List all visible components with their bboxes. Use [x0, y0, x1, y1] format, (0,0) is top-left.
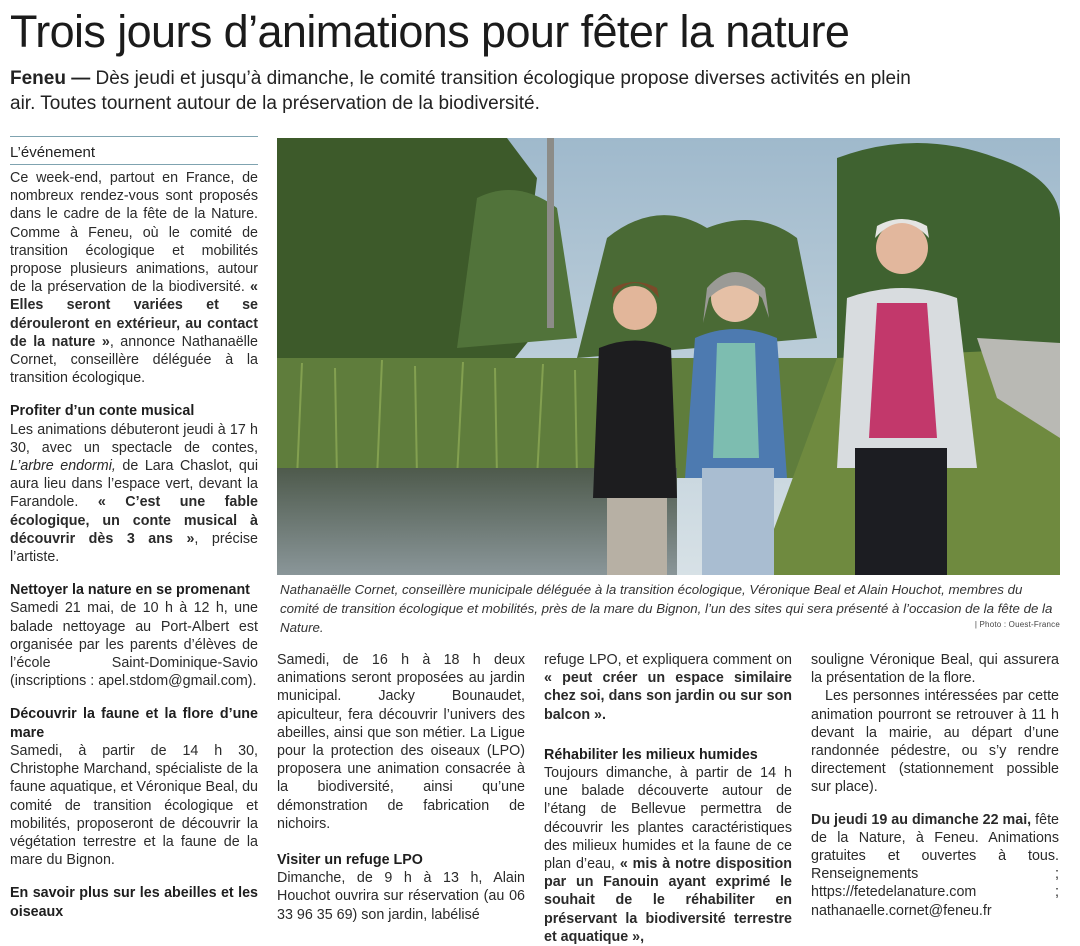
column-3 — [544, 651, 792, 946]
work-title: L’arbre endormi, — [10, 458, 116, 475]
paragraph — [10, 421, 258, 567]
text: Toujours dimanche, à partir de 14 h une balade découverte autour de l’étang de Bellevue permettra de découvrir les plantes caractéristiques des milieux humides et la faune de ce plan d’eau, — [544, 765, 792, 873]
text: de Lara Chaslot, qui aura lieu dans l’espace vert, devant la Farandole. — [10, 458, 259, 511]
headline: Trois jours d’animations pour fêter la nature — [10, 6, 850, 57]
quote: « mis à notre disposition par un Fanouin ayant exprimé le souhait de le réhabiliter en préservant la biodiversité terrestre et aquatique », — [544, 856, 792, 945]
subheading: Nettoyer la nature en se promenant — [10, 582, 250, 599]
photo-illustration — [277, 138, 1060, 575]
subheading: Profiter d’un conte musical — [10, 403, 195, 420]
info-text: fête de la Nature, à Feneu. Animations gratuites et ouvertes à tous. Renseignements ; https://fetedelanature.com ; nathanaelle.cornet@feneu.fr — [811, 811, 1059, 919]
text: refuge LPO, et expliquera comment on — [544, 652, 792, 668]
photo-credit: | Photo : Ouest-France — [974, 620, 1060, 629]
text: , précise l’artiste. — [10, 530, 258, 566]
paragraph: Dimanche, de 9 h à 13 h, Alain Houchot ouvrira sur réservation (au 06 33 96 35 69) son jardin, labélisé — [277, 870, 525, 923]
info-dates: Du jeudi 19 au dimanche 22 mai, — [811, 811, 1032, 828]
paragraph: souligne Véronique Beal, qui assurera la présentation de la flore. — [811, 652, 1059, 687]
quote: « C’est une fable écologique, un conte musical à découvrir dès 3 ans » — [10, 494, 258, 547]
lede-place: Feneu — — [10, 68, 91, 89]
photo-caption: Nathanaëlle Cornet, conseillère municipale déléguée à la transition écologique, Véronique Beal et Alain Houchot, membres du comité de transition écologique et mobilités, près de la mare du Bignon, l’un des sites qui sera présenté à l’occasion de la fête de la Nature. — [280, 582, 1053, 635]
column-2 — [277, 651, 525, 924]
text: , annonce Nathanaëlle Cornet, conseillère déléguée à la transition écologique. — [10, 333, 258, 387]
column-1 — [10, 169, 258, 921]
lede — [10, 66, 930, 116]
paragraph — [544, 764, 792, 946]
info-box — [811, 811, 1059, 920]
paragraph: Samedi, de 16 h à 18 h deux animations seront proposées au jardin municipal. Jacky Bounaudet, apiculteur, fera découvrir l’univers des abeilles, ainsi que son métier. La Ligue pour la protection des oiseaux (LPO) proposera une animation consacrée à la biodiversité, ainsi qu’une démonstration de fabrication de nichoirs. — [277, 652, 525, 832]
subheading: En savoir plus sur les abeilles et les oiseaux — [10, 885, 258, 920]
column-4 — [811, 651, 1059, 920]
section-kicker: L’événement — [10, 136, 258, 165]
paragraph — [10, 169, 258, 387]
article-photo — [277, 138, 1060, 575]
text: Les animations débuteront jeudi à 17 h 30, avec un spectacle de contes, — [10, 421, 258, 456]
subheading: Visiter un refuge LPO — [277, 852, 423, 869]
paragraph — [544, 651, 792, 724]
paragraph: Les personnes intéressées par cette animation pourront se retrouver à 11 h devant la mairie, au départ d’une randonnée pédestre, ou s’y rendre directement (stationnement possible sur place). — [811, 688, 1059, 796]
paragraph: Samedi, à partir de 14 h 30, Christophe Marchand, spécialiste de la faune aquatique, et Véronique Beal, du comité de transition écologique et mobilités, proposeront de découvrir la végétation terrestre et la faune de la mare du Bignon. — [10, 742, 259, 869]
subheading: Réhabiliter les milieux humides — [544, 746, 758, 763]
quote: « peut créer un espace similaire chez soi, dans son jardin ou sur son balcon ». — [544, 670, 792, 723]
subheading: Découvrir la faune et la flore d’une mare — [10, 706, 258, 741]
lede-text: Dès jeudi et jusqu’à dimanche, le comité transition écologique propose diverses activités en plein air. Toutes tournent autour de la préservation de la biodiversité. — [10, 68, 911, 114]
text: Ce week-end, partout en France, de nombreux rendez-vous sont proposés dans le cadre de la fête de la Nature. Comme à Feneu, où le comité de transition écologique et mobilités propose plusieurs animations, autour de la préservation de la biodiversité. — [10, 170, 258, 296]
paragraph: Samedi 21 mai, de 10 h à 12 h, une balade nettoyage au Port-Albert est organisée par les parents d’élèves de l’école Saint-Dominique-Savio (inscriptions : apel.stdom@gmail.com). — [10, 600, 258, 690]
page-edge — [1074, 0, 1080, 937]
quote: « Elles seront variées et se dérouleront en extérieur, au contact de la nature » — [10, 279, 258, 350]
